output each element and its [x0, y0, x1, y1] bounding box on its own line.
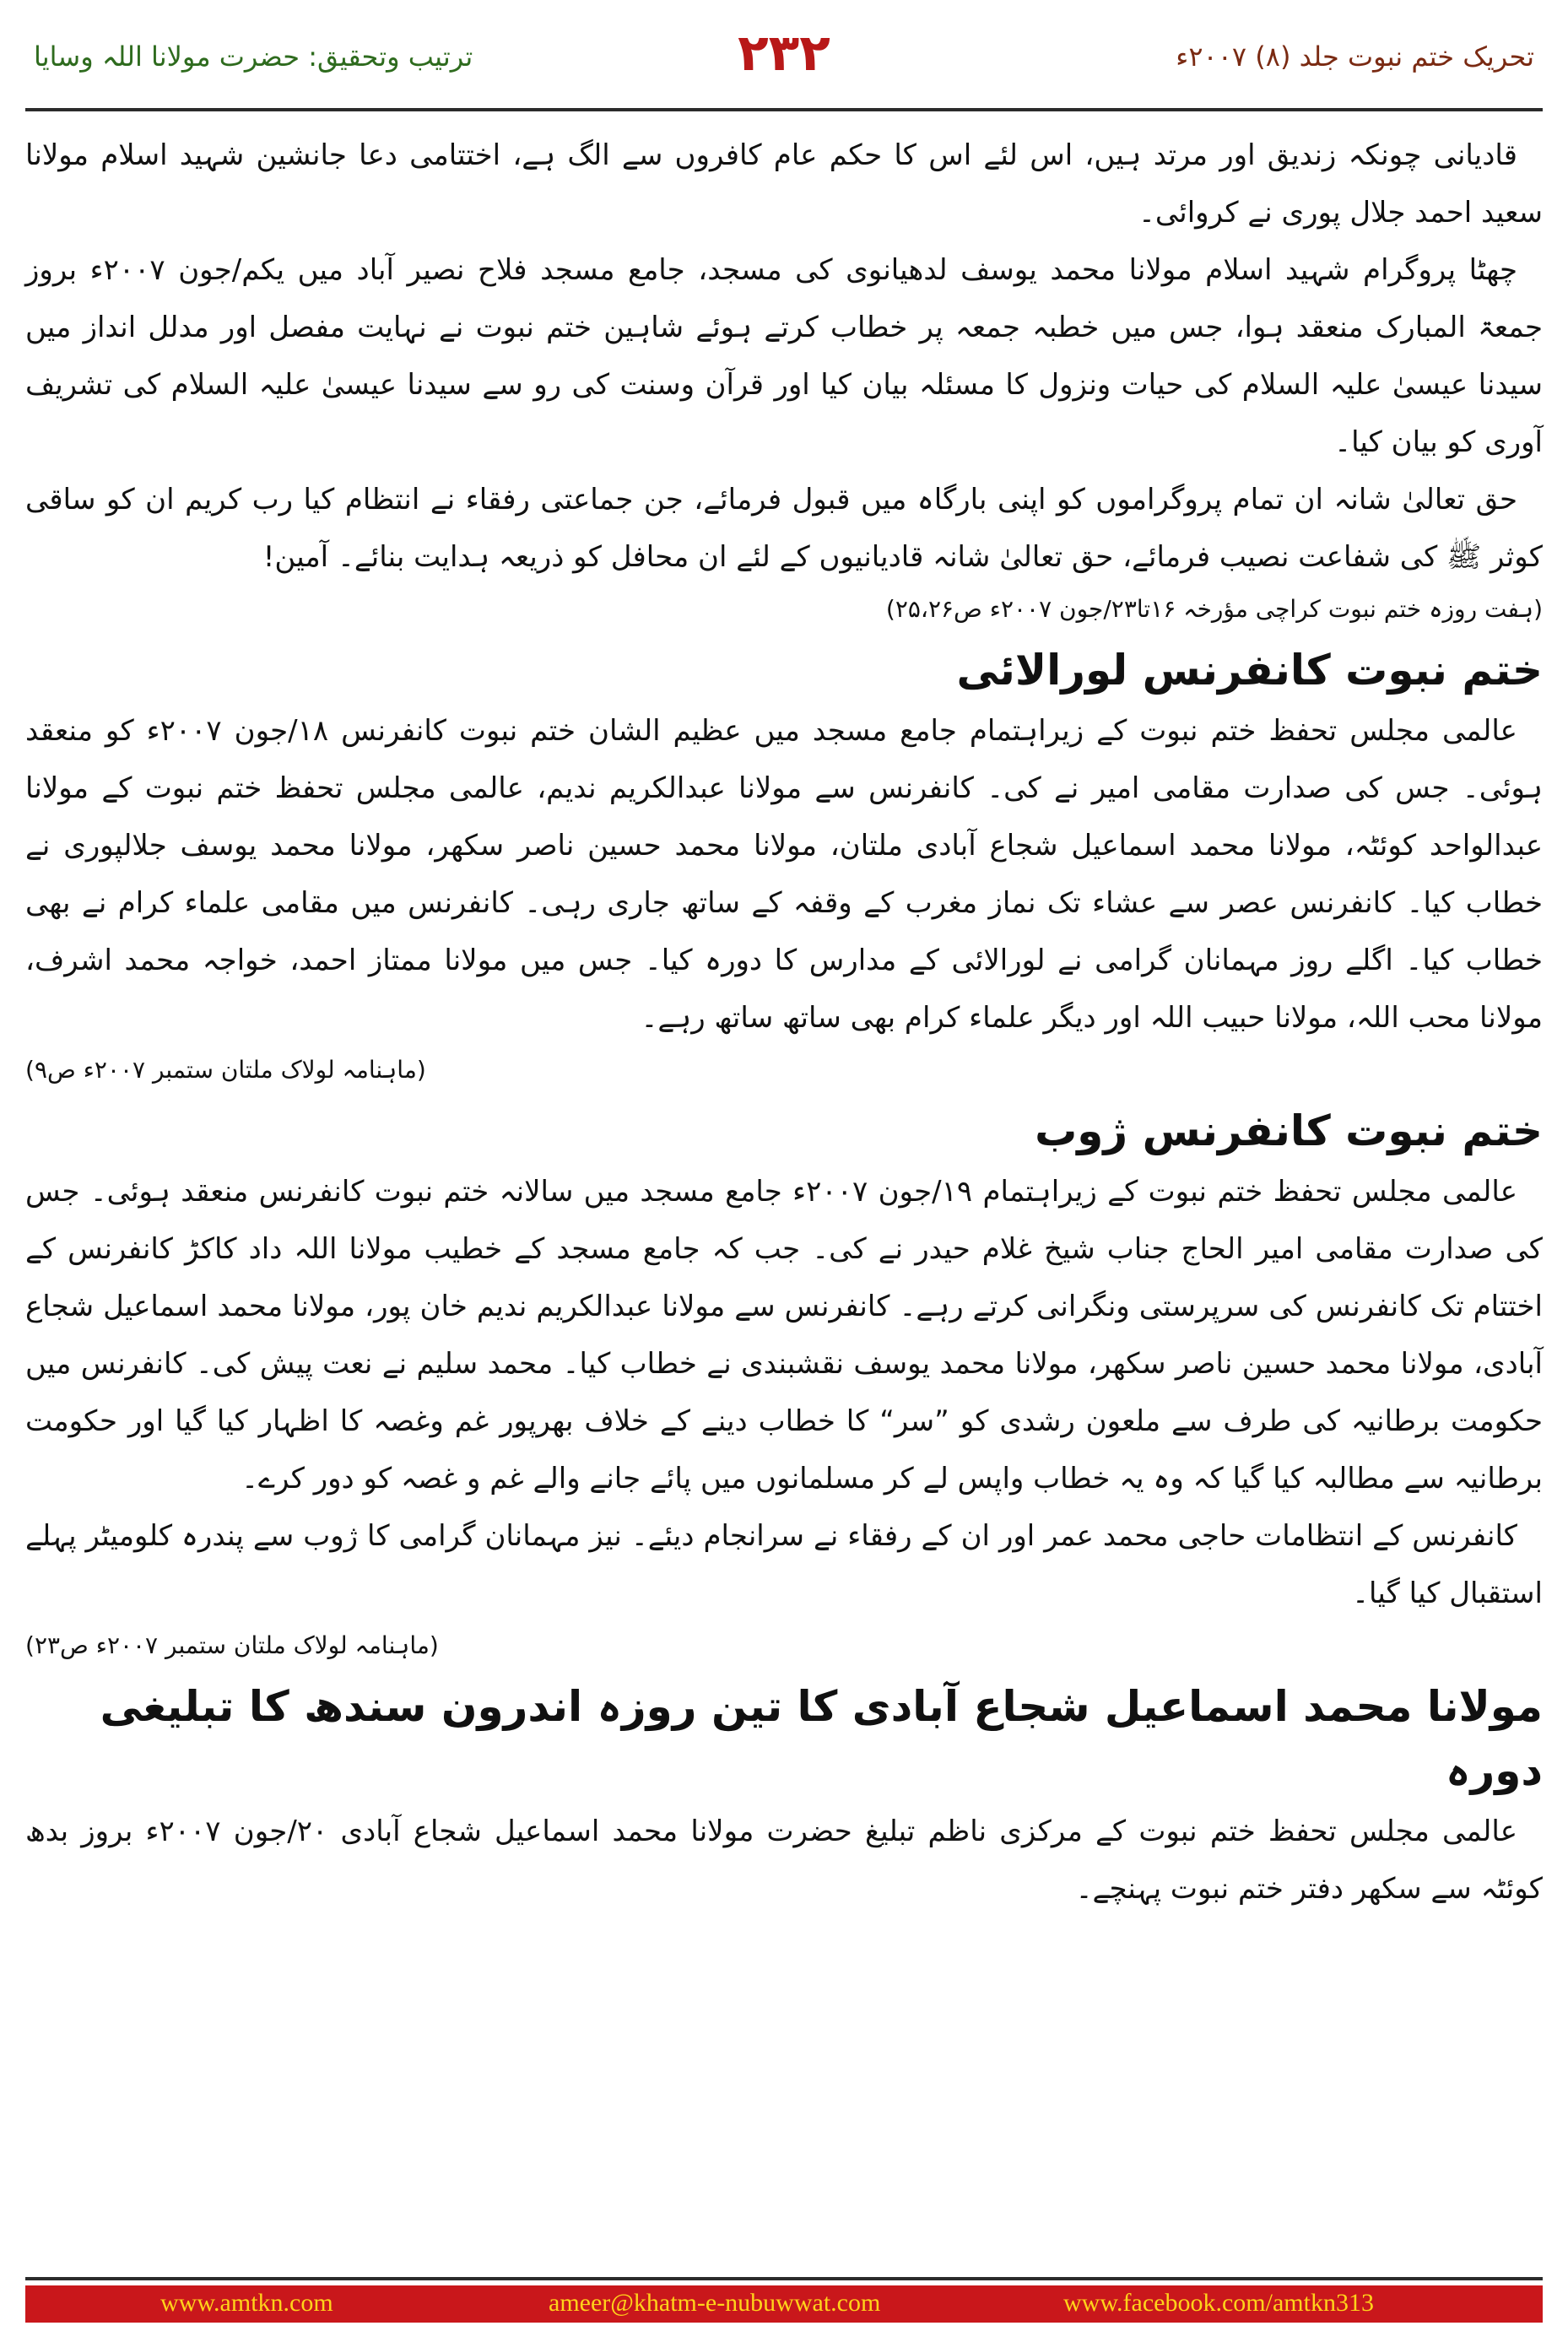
website-link[interactable]: www.amtkn.com	[160, 2289, 333, 2317]
email-link[interactable]: ameer@khatm-e-nubuwwat.com	[549, 2289, 881, 2317]
source-citation-1: (ہفت روزہ ختم نبوت کراچی مؤرخہ ۱۶تا۲۳/جون ۲۰۰۷ء ص۲۵،۲۶)	[885, 595, 1543, 623]
source-citation-3: (ماہنامہ لولاک ملتان ستمبر ۲۰۰۷ء ص۲۳)	[25, 1631, 439, 1659]
paragraph-7: عالمی مجلس تحفظ ختم نبوت کے مرکزی ناظم تبلیغ حضرت مولانا محمد اسماعیل شجاع آبادی ۲۰/جون ۲۰۰۷ء بروز بدھ کوئٹہ سے سکھر دفتر ختم نبوت پہنچے۔	[25, 1815, 1543, 1906]
paragraph-2: چھٹا پروگرام شہید اسلام مولانا محمد یوسف لدھیانوی کی مسجد، جامع مسجد فلاح نصیر آباد میں یکم/جون ۲۰۰۷ء بروز جمعۃ المبارک منعقد ہوا، جس میں خطبہ جمعہ پر خطاب کرتے ہوئے شاہین ختم نبوت نے نہایت مفصل اور مدلل انداز میں سیدنا عیسیٰ علیہ السلام کی حیات ونزول کا مسئلہ بیان کیا اور قرآن وسنت کی رو سے سیدنا عیسیٰ علیہ السلام کی تشریف آوری کو بیان کیا۔	[25, 253, 1543, 459]
paragraph-4: عالمی مجلس تحفظ ختم نبوت کے زیراہتمام جامع مسجد میں عظیم الشان ختم نبوت کانفرنس ۱۸/جون ۲۰۰۷ء کو منعقد ہوئی۔ جس کی صدارت مقامی امیر نے کی۔ کانفرنس سے مولانا عبدالکریم ندیم، عالمی مجلس تحفظ ختم نبوت کے مولانا عبدالواحد کوئٹہ، مولانا محمد اسماعیل شجاع آبادی ملتان، مولانا محمد حسین ناصر سکھر، مولانا محمد یوسف جلالپوری نے خطاب کیا۔ کانفرنس عصر سے عشاء تک نماز مغرب کے وقفہ کے ساتھ جاری رہی۔ کانفرنس میں مقامی علماء کرام نے بھی خطاب کیا۔ اگلے روز مہمانان گرامی نے لورالائی کے مدارس کا دورہ کیا۔ جس میں مولانا ممتاز احمد، خواجہ محمد اشرف، مولانا محب اللہ، مولانا حبیب اللہ اور دیگر علماء کرام بھی ساتھ ساتھ رہے۔	[25, 714, 1543, 1035]
paragraph-5: عالمی مجلس تحفظ ختم نبوت کے زیراہتمام ۱۹/جون ۲۰۰۷ء جامع مسجد میں سالانہ ختم نبوت کانفرنس منعقد ہوئی۔ جس کی صدارت مقامی امیر الحاج جناب شیخ غلام حیدر نے کی۔ جب کہ جامع مسجد کے خطیب مولانا اللہ داد کاکڑ کانفرنس کے اختتام تک کانفرنس کی سرپرستی ونگرانی کرتے رہے۔ کانفرنس سے مولانا عبدالکریم ندیم خان پور، مولانا محمد اسماعیل شجاع آبادی، مولانا محمد حسین ناصر سکھر، مولانا محمد یوسف نقشبندی نے خطاب کیا۔ محمد سلیم نے نعت پیش کی۔ کانفرنس میں حکومت برطانیہ کی طرف سے ملعون رشدی کو ”سر“ کا خطاب دینے کے خلاف بھرپور غم وغصہ کا اظہار کیا گیا اور حکومت برطانیہ سے مطالبہ کیا گیا کہ وہ یہ خطاب واپس لے کر مسلمانوں میں پائے جانے والے غم و غصہ کو دور کرے۔	[25, 1175, 1543, 1496]
paragraph-6: کانفرنس کے انتظامات حاجی محمد عمر اور ان کے رفقاء نے سرانجام دیئے۔ نیز مہمانان گرامی کا ژوب سے پندرہ کلومیٹر پہلے استقبال کیا گیا۔	[25, 1519, 1543, 1610]
paragraph-3: حق تعالیٰ شانہ ان تمام پروگراموں کو اپنی بارگاہ میں قبول فرمائے، جن جماعتی رفقاء نے انتظام کیا رب کریم ان کو ساقی کوثر ﷺ کی شفاعت نصیب فرمائے، حق تعالیٰ شانہ قادیانیوں کے لئے ان محافل کو ذریعہ ہدایت بنائے۔ آمین!	[25, 483, 1543, 574]
page-header	[0, 0, 1568, 127]
section-heading-loralai: ختم نبوت کانفرنس لورالائی	[956, 646, 1543, 695]
book-title: تحریک ختم نبوت جلد (۸) ۲۰۰۷ء	[1176, 41, 1534, 73]
facebook-link[interactable]: www.facebook.com/amtkn313	[1063, 2289, 1374, 2317]
page-number: ۲۳۲	[738, 24, 830, 83]
paragraph-1: قادیانی چونکہ زندیق اور مرتد ہیں، اس لئے اس کا حکم عام کافروں سے الگ ہے، اختتامی دعا جانشین شہید اسلام مولانا سعید احمد جلال پوری نے کروائی۔	[25, 138, 1543, 230]
section-heading-zhob: ختم نبوت کانفرنس ژوب	[1035, 1106, 1543, 1155]
section-heading-sindh-tour: مولانا محمد اسماعیل شجاع آبادی کا تین روزہ اندرون سندھ کا تبلیغی دورہ	[100, 1682, 1543, 1795]
header-divider	[25, 108, 1543, 111]
page-body	[25, 127, 1543, 1917]
footer-divider	[25, 2277, 1543, 2280]
source-citation-2: (ماہنامہ لولاک ملتان ستمبر ۲۰۰۷ء ص۹)	[25, 1056, 426, 1084]
page-footer	[0, 2270, 1568, 2342]
compiler-credit: ترتیب وتحقیق: حضرت مولانا اللہ وسایا	[34, 41, 473, 73]
footer-band	[25, 2285, 1543, 2323]
